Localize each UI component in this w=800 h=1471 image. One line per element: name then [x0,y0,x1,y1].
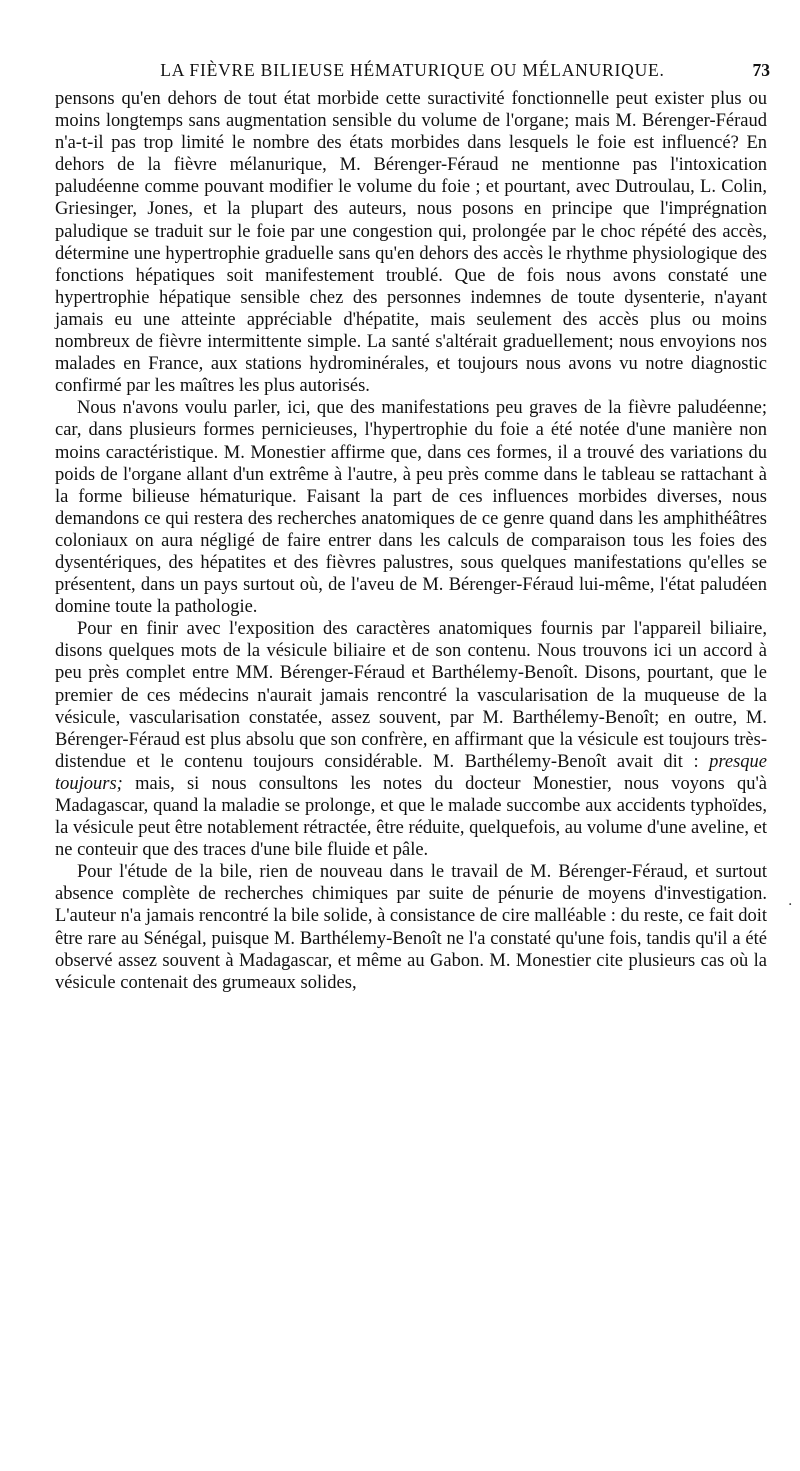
margin-mark: · [788,897,793,913]
paragraph-3-continuation: mais, si nous consultons les notes du docteur Monestier, nous voyons qu'à Madagascar, quand la maladie se prolonge, et que le malade succombe aux accidents typhoïdes, la vésicule peut être notablement rétractée, être réduite, quelquefois, au volume d'une aveline, et ne conteuir que des traces d'une bile fluide et pâle. [55,773,767,861]
paragraph-3-text: Pour en finir avec l'exposition des caractères anatomiques fournis par l'appareil biliaire, disons quelques mots de la vésicule biliaire et de son contenu. Nous trouvons ici un accord à peu près complet entre MM. Bérenger-Féraud et Barthélemy-Benoît. Disons, pourtant, que le premier de ces médecins n'aurait jamais rencontré la vascularisation de la muqueuse de la vésicule, vascularisation constatée, assez souvent, par M. Barthélemy-Benoît; en outre, M. Bérenger-Féraud est plus absolu que son confrère, en affirmant que la vésicule est toujours très-distendue et le contenu toujours considérable. M. Barthélemy-Benoît avait dit : [55,619,767,772]
body-text [55,88,767,994]
paragraph-3 [55,618,767,861]
quoted-phrase: presque toujours; [55,751,768,794]
page-number: 73 [752,60,770,80]
paragraph-1: pensons qu'en dehors de tout état morbide cette suractivité fonctionnelle peut exister plus ou moins longtemps sans augmentation sensible du volume de l'organe; mais M. Bérenger-Féraud n'a-t-il pas trop limité le nombre des états morbides dans lesquels le foie est influencé? En dehors de la fièvre mélanurique, M. Bérenger-Féraud ne mentionne pas l'intoxication paludéenne comme pouvant modifier le volume du foie ; et pourtant, avec Dutroulau, L. Colin, Griesinger, Jones, et la plupart des auteurs, nous posons en principe que l'imprégnation paludique se traduit sur le foie par une congestion qui, prolongée par le choc répété des accès, détermine une hypertrophie graduelle sans qu'en dehors des accès le rhythme physiologique des fonctions hépatiques soit manifestement troublé. Que de fois nous avons constaté une hypertrophie hépatique sensible chez des personnes indemnes de toute dysenterie, n'ayant jamais eu une atteinte appréciable d'hépatite, mais seulement des accès plus ou moins nombreux de fièvre intermittente simple. La santé s'altérait graduellement; nous envoyions nos malades en France, aux stations hydrominérales, et toujours nous avons vu notre diagnostic confirmé par les maîtres les plus autorisés. [55,89,767,397]
paragraph-4: Pour l'étude de la bile, rien de nouveau dans le travail de M. Bérenger-Féraud, et surtout absence complète de recherches chimiques par suite de pénurie de moyens d'investigation. L'auteur n'a jamais rencontré la bile solide, à consistance de cire malléable : du reste, ce fait doit être rare au Sénégal, puisque M. Barthélemy-Benoît ne l'a constaté qu'une fois, tandis qu'il a été observé assez souvent à Madagascar, et même au Gabon. M. Monestier cite plusieurs cas où la vésicule contenait des grumeaux solides, [55,862,767,993]
running-title: LA FIÈVRE BILIEUSE HÉMATURIQUE OU MÉLANURIQUE. [160,60,665,80]
paragraph-2: Nous n'avons voulu parler, ici, que des manifestations peu graves de la fièvre paludéenne; car, dans plusieurs formes pernicieuses, l'hypertrophie du foie a été notée d'une manière non moins caractéristique. M. Monestier affirme que, dans ces formes, il a trouvé des variations du poids de l'organe allant d'un extrême à l'autre, à peu près comme dans le tableau se rattachant à la forme bilieuse hématurique. Faisant la part de ces influences morbides diverses, nous demandons ce qui restera des recherches anatomiques de ce genre quand dans les amphithéâtres coloniaux on aura négligé de faire entrer dans les calculs de comparaison tous les foies des dysentériques, des hépatites et des fièvres palustres, sous quelques manifestations qu'elles se présentent, dans un pays surtout où, de l'aveu de M. Bérenger-Féraud lui-même, l'état paludéen domine toute la pathologie. [55,398,767,618]
running-header [55,60,770,88]
